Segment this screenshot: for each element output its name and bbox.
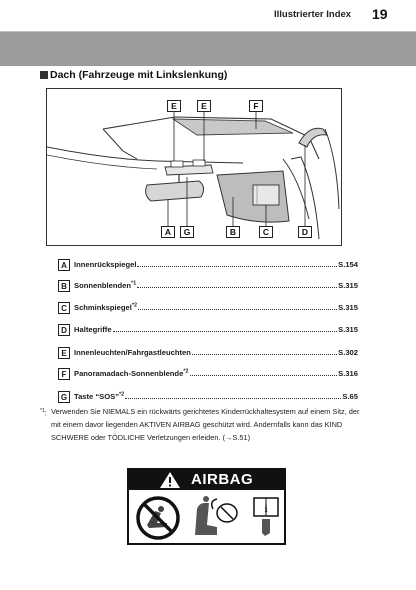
legend-letter: E [58,347,70,359]
section-heading [40,69,227,81]
legend-label: Haltegriffe [74,325,112,334]
leader-dots [137,261,337,267]
roof-line-drawing [47,89,342,246]
airbag-label-header [129,470,284,490]
section-heading-text: Dach (Fahrzeuge mit Linkslenkung) [50,69,228,81]
callout-c: C [259,226,273,238]
no-rear-facing-child-seat-icon [135,495,181,541]
callout-g: G [180,226,194,238]
legend-letter: D [58,324,70,336]
svg-text:i: i [264,503,268,515]
legend-row [58,301,358,314]
header-top-bar [0,0,416,32]
legend-row [58,390,358,403]
legend-letter: A [58,259,70,271]
legend-row [58,323,358,336]
page-reference[interactable]: S.65 [342,392,358,401]
callout-f: F [249,100,263,112]
warning-triangle-icon [159,471,181,489]
mirror-shape [146,181,204,201]
callout-a: A [161,226,175,238]
assist-grip-shape [299,128,327,147]
leader-dots [192,349,337,355]
page-reference[interactable]: S.315 [338,303,358,312]
page-number: 19 [372,6,388,22]
page-reference[interactable]: S.315 [338,281,358,290]
legend-row [58,367,358,380]
leader-dots [137,282,337,288]
callout-b: B [226,226,240,238]
legend-label: Innenleuchten/Fahrgastleuchten [74,348,191,357]
page-reference[interactable]: S.154 [338,260,358,269]
legend-label: Taste “SOS”$^{*2}$ [74,391,125,401]
airbag-label-title: AIRBAG [191,471,254,488]
page-reference[interactable]: S.315 [338,325,358,334]
legend-row [58,346,358,359]
legend-letter: G [58,391,70,403]
legend-label: Panoramadach-Sonnenblende$^{*2}$ [74,368,189,378]
page-header [0,0,416,68]
callout-e-1: E [167,100,181,112]
legend-letter: F [58,368,70,380]
footnote-marker: $^{*1}$: [40,408,47,418]
leader-dots [138,304,337,310]
legend-letter: B [58,280,70,292]
roof-illustration [46,88,342,246]
leader-dots [125,393,341,399]
header-section-title: Illustrierter Index [274,9,352,20]
page-reference[interactable]: S.302 [338,348,358,357]
leader-dots [190,370,338,376]
legend-row [58,279,358,292]
footnote [40,405,370,444]
footnote-text: Verwenden Sie NIEMALS ein rückwärts gerichtetes Kinderrückhaltesystem auf einem Sitz, der mit einem davor liegenden AKTIVEN AIRBAG geschützt wird. Andernfalls kann das KIND SCHWERE oder TÖDLICHE Verletzungen erleiden. (→S.51) [51,407,360,442]
airbag-warning-label [127,468,286,545]
legend-label: Innenrückspiegel [74,260,137,269]
callout-e-2: E [197,100,211,112]
legend-label: Sonnenblenden$^{*1}$ [74,280,137,290]
page-reference[interactable]: S.316 [338,369,358,378]
legend-letter: C [58,302,70,314]
legend-label: Schminkspiegel$^{*2}$ [74,302,138,312]
leader-dots [113,326,338,332]
callout-d: D [298,226,312,238]
airbag-deploy-icon [187,495,245,541]
bullet-square-icon [40,71,48,79]
header-gray-band [0,32,416,66]
read-manual-icon [253,497,279,537]
legend-row [58,258,358,271]
